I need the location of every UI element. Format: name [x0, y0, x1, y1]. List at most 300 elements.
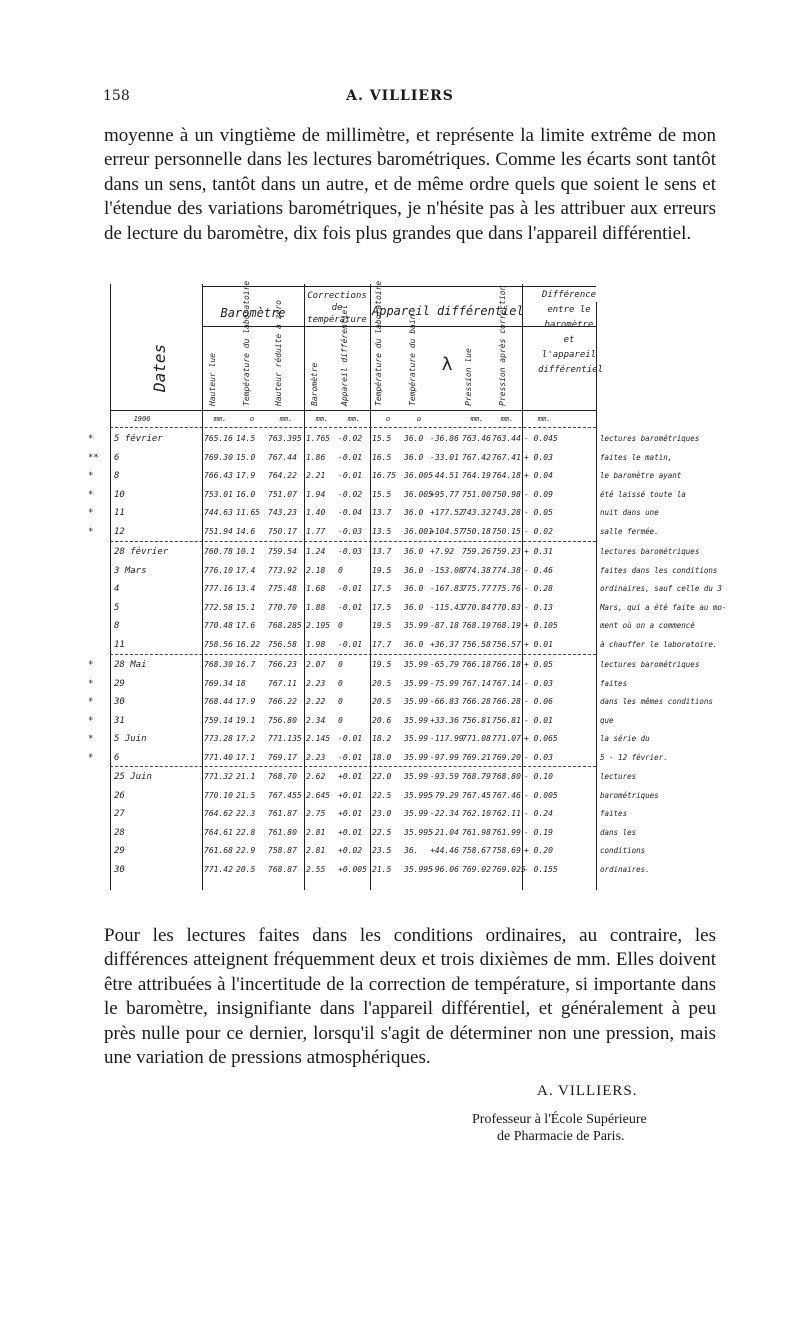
table-cell: 36.: [404, 846, 419, 855]
table-cell: -117.99: [430, 734, 464, 743]
table-cell: 0: [338, 697, 343, 706]
difference-cell: - 0.01: [524, 715, 553, 725]
col-header-pression-corrigee: Pression après correction: [498, 285, 507, 406]
remark-cell: 5 - 12 février.: [600, 752, 668, 762]
table-cell: 16.75: [372, 471, 397, 480]
table-cell: 2.23: [306, 752, 326, 762]
remark-cell: faites dans les conditions: [600, 565, 718, 575]
table-cell: 751.94: [204, 526, 233, 536]
table-border-left: [110, 284, 111, 890]
difference-cell: + 0.01: [524, 639, 553, 649]
table-cell: 16.5: [372, 452, 392, 462]
table-cell: 21.5: [236, 790, 256, 800]
unit-cell: mm.: [537, 415, 551, 423]
table-cell: 35.99: [404, 772, 429, 781]
table-cell: 771.42: [204, 864, 233, 874]
table-cell: 17.5: [372, 602, 392, 612]
unit-cell: mm.: [315, 415, 329, 423]
table-cell: -87.18: [430, 621, 459, 630]
row-date: 4: [114, 584, 120, 594]
unit-cell: mm.: [347, 415, 361, 423]
unit-year: 1906: [133, 415, 151, 423]
row-marker: *: [88, 715, 94, 726]
row-date: 26: [114, 790, 125, 801]
units-line: [110, 427, 596, 428]
table-cell: 767.14: [492, 678, 521, 688]
table-cell: 22.5: [372, 790, 392, 800]
difference-cell: - 0.19: [524, 827, 553, 837]
table-cell: 17.4: [236, 565, 256, 575]
remark-cell: lectures barométriques: [600, 547, 700, 556]
remark-cell: le baromètre ayant: [600, 471, 682, 480]
table-cell: 763.44: [492, 434, 521, 443]
table-cell: +0.01: [338, 772, 363, 781]
header-dates: Dates: [150, 343, 169, 392]
difference-cell: - 0.09: [524, 489, 553, 499]
remark-cell: faites: [600, 678, 628, 688]
table-cell: 17.7: [372, 639, 392, 649]
table-cell: 760.78: [204, 547, 233, 556]
table-cell: 36.001: [404, 526, 433, 536]
table-cell: +36.37: [430, 639, 459, 649]
col-header-temp-bain: Température du bain: [408, 314, 417, 406]
table-cell: 2.34: [306, 715, 326, 725]
table-cell: 774.38: [462, 565, 491, 575]
table-cell: 36.0: [404, 602, 424, 612]
table-cell: -36.86: [430, 434, 459, 443]
table-cell: 770.84: [462, 602, 491, 612]
remark-cell: salle fermée.: [600, 526, 659, 536]
table-cell: 769.025: [492, 864, 526, 874]
table-cell: 767.455: [268, 790, 302, 800]
col-header-lambda: λ: [441, 354, 453, 375]
table-cell: 36.0: [404, 434, 424, 443]
remark-cell: dans les mêmes conditions: [600, 697, 713, 706]
difference-cell: - 0.03: [524, 752, 553, 762]
table-cell: 750.18: [462, 526, 491, 536]
table-cell: 13.4: [236, 584, 256, 593]
table-cell: 767.45: [462, 790, 491, 800]
table-cell: 0: [338, 678, 343, 688]
table-cell: 775.77: [462, 584, 491, 593]
table-cell: 2.62: [306, 772, 326, 781]
table-cell: 14.6: [236, 526, 256, 536]
difference-cell: - 0.05: [524, 508, 553, 517]
difference-cell: - 0.13: [524, 602, 553, 612]
row-marker: *: [88, 734, 94, 744]
row-date: 27: [114, 809, 125, 819]
table-cell: +33.36: [430, 715, 459, 725]
table-cell: 766.22: [268, 697, 297, 706]
table-cell: 777.16: [204, 584, 233, 593]
table-cell: 766.28: [492, 697, 521, 706]
remark-cell: faites: [600, 809, 628, 818]
table-cell: 768.70: [268, 772, 297, 781]
remark-cell: la série du: [600, 734, 650, 743]
table-cell: 16.22: [236, 639, 261, 649]
table-cell: 758.69: [492, 846, 521, 855]
table-cell: 19.5: [372, 565, 392, 575]
table-cell: 744.63: [204, 508, 233, 517]
unit-cell: o: [416, 415, 422, 423]
row-date: 29: [114, 846, 125, 856]
table-cell: 36.0: [404, 452, 424, 462]
table-cell: 763.395: [268, 434, 302, 443]
header-appareil: Appareil différentiel: [372, 304, 524, 318]
row-date: 29: [114, 678, 125, 689]
table-cell: 774.38: [492, 565, 521, 575]
table-cell: 2.22: [306, 697, 326, 706]
table-cell: 768.19: [492, 621, 521, 630]
table-cell: 1.40: [306, 508, 326, 517]
handwritten-table: [88, 280, 727, 892]
paragraph-intro: moyenne à un vingtième de millimètre, et représente la limite extrême de mon erreur personnelle dans les lectures barométriques. Comme les écarts sont tantôt dans un sens, tantôt dans un autre, et de même ordre quels que soient le sens et l'étendue des variations barométriques, je n'hésite pas à les attribuer aux erreurs de lecture du baromètre, dix fois plus grandes que dans l'appareil différentiel.: [104, 125, 716, 244]
table-cell: 767.14: [462, 678, 491, 688]
difference-cell: + 0.03: [524, 452, 553, 462]
difference-cell: - 0.10: [524, 772, 553, 781]
author-affiliation: Professeur à l'École Supérieure: [472, 1112, 647, 1127]
table-cell: 2.07: [306, 660, 326, 669]
table-cell: 2.55: [306, 864, 326, 874]
table-cell: -0.02: [338, 489, 363, 499]
row-date: 6: [114, 452, 120, 463]
difference-cell: - 0.28: [524, 584, 553, 593]
table-cell: 36.0: [404, 639, 424, 649]
table-cell: 769.20: [492, 752, 521, 762]
table-cell: 20.5: [236, 864, 256, 874]
difference-cell: + 0.05: [524, 660, 553, 669]
table-cell: 771.07: [492, 734, 521, 743]
table-cell: -33.01: [430, 452, 459, 462]
table-cell: 750.98: [492, 489, 521, 499]
header-bottom-line: [110, 410, 596, 411]
col-header-temp-labo: Température du laboratoire: [242, 280, 251, 406]
table-cell: 743.23: [268, 508, 297, 517]
table-cell: 761.98: [462, 827, 491, 837]
row-marker: **: [88, 452, 99, 463]
col-header-hauteur-reduite: Hauteur réduite à zéro: [274, 300, 283, 406]
table-cell: -96.06: [430, 864, 459, 874]
table-cell: -97.99: [430, 752, 459, 762]
table-cell: -0.01: [338, 734, 363, 743]
header-divider: [202, 326, 596, 327]
table-cell: 20.5: [372, 697, 392, 706]
table-cell: 22.3: [236, 809, 256, 818]
table-cell: 35.99: [404, 752, 429, 762]
table-cell: 16.7: [236, 660, 256, 669]
table-cell: -22.34: [430, 809, 459, 818]
difference-cell: - 0.02: [524, 526, 553, 536]
table-cell: 771.32: [204, 772, 233, 781]
table-cell: 15.5: [372, 489, 392, 499]
table-cell: 768.19: [462, 621, 491, 630]
table-cell: 764.62: [204, 809, 233, 818]
table-cell: 1.98: [306, 639, 326, 649]
table-cell: 10.1: [236, 547, 256, 556]
running-title: A. VILLIERS: [346, 88, 454, 104]
row-date: 5: [114, 602, 120, 613]
unit-cell: mm.: [470, 415, 484, 423]
table-cell: 767.42: [462, 452, 491, 462]
table-cell: 16.0: [236, 489, 256, 499]
difference-cell: + 0.065: [524, 734, 558, 743]
row-marker: *: [88, 508, 94, 518]
table-cell: 18.0: [372, 752, 392, 762]
table-cell: 769.34: [204, 678, 233, 688]
table-cell: 15.5: [372, 434, 392, 443]
table-cell: 17.9: [236, 471, 256, 480]
col-header-hauteur-lue: Hauteur lue: [208, 353, 217, 406]
table-cell: -153.08: [430, 565, 464, 575]
table-cell: 18: [236, 678, 246, 688]
row-marker: *: [88, 526, 94, 537]
table-cell: 770.48: [204, 621, 233, 630]
table-cell: 1.88: [306, 602, 326, 612]
table-cell: -0.01: [338, 452, 363, 462]
remark-cell: été laissé toute la: [600, 489, 686, 499]
table-cell: 764.19: [462, 471, 491, 480]
table-cell: 767.11: [268, 678, 297, 688]
author-signature: A. VILLIERS.: [537, 1083, 638, 1099]
table-cell: 1.86: [306, 452, 326, 462]
table-cell: 756.58: [462, 639, 491, 649]
table-cell: 767.41: [492, 452, 521, 462]
table-cell: 766.18: [492, 660, 521, 669]
table-cell: 13.7: [372, 547, 392, 556]
table-cell: 18.2: [372, 734, 392, 743]
table-cell: 35.99: [404, 809, 429, 818]
row-marker: *: [88, 489, 94, 500]
row-date: 10: [114, 489, 125, 500]
table-cell: -0.03: [338, 526, 363, 536]
row-date: 28 février: [114, 547, 169, 557]
table-cell: 775.48: [268, 584, 297, 593]
table-cell: 0: [338, 660, 343, 669]
table-cell: 759.54: [268, 547, 297, 556]
table-cell: 770.10: [204, 790, 233, 800]
table-cell: 21.5: [372, 864, 392, 874]
unit-cell: mm.: [279, 415, 293, 423]
table-cell: 768.285: [268, 621, 302, 630]
table-cell: 775.76: [492, 584, 521, 593]
table-cell: 13.7: [372, 508, 392, 517]
table-cell: -167.83: [430, 584, 464, 593]
table-cell: 23.0: [372, 809, 392, 818]
row-date: 31: [114, 715, 125, 726]
table-cell: 0: [338, 715, 343, 725]
remark-cell: que: [600, 715, 614, 725]
table-cell: 773.28: [204, 734, 233, 743]
row-date: 25 Juin: [114, 772, 152, 782]
table-cell: 758.87: [268, 846, 297, 855]
col-header-temp-labo-2: Température du laboratoire: [374, 280, 383, 406]
table-cell: +104.57: [430, 526, 464, 536]
table-cell: 19.1: [236, 715, 256, 725]
table-cell: 35.99: [404, 697, 429, 706]
table-cell: 36.0: [404, 547, 424, 556]
table-cell: 36.0: [404, 565, 424, 575]
table-cell: -65.79: [430, 660, 459, 669]
table-cell: 759.26: [462, 547, 491, 556]
remark-cell: ordinaires, sauf celle du 3: [600, 584, 722, 593]
table-cell: 36.005: [404, 489, 433, 499]
page-number: 158: [103, 88, 130, 104]
table-cell: 13.5: [372, 526, 392, 536]
table-cell: 22.8: [236, 827, 256, 837]
table-cell: 1.24: [306, 547, 326, 556]
table-cell: 750.17: [268, 526, 297, 536]
table-cell: -0.01: [338, 471, 363, 480]
table-cell: 758.67: [462, 846, 491, 855]
row-marker: *: [88, 678, 94, 689]
table-cell: 759.14: [204, 715, 233, 725]
table-cell: 756.81: [492, 715, 521, 725]
table-cell: 751.00: [462, 489, 491, 499]
row-date: 5 février: [114, 434, 163, 444]
header-corrections: Corrections de température: [307, 291, 367, 325]
remark-cell: faites le matin,: [600, 452, 673, 462]
table-cell: 768.79: [462, 772, 491, 781]
table-cell: 36.005: [404, 471, 433, 480]
table-cell: 17.6: [236, 621, 256, 630]
group-separator: [110, 654, 596, 655]
remark-cell: à chauffer le laboratoire.: [600, 639, 718, 649]
table-border-top: [202, 286, 596, 287]
group-separator: [110, 766, 596, 767]
table-cell: -0.01: [338, 752, 363, 762]
table-cell: 2.145: [306, 734, 331, 743]
table-cell: 768.87: [268, 864, 297, 874]
table-cell: 753.01: [204, 489, 233, 499]
header-barometre: Baromètre: [220, 306, 286, 320]
table-cell: 17.1: [236, 752, 256, 762]
table-cell: -115.43: [430, 602, 464, 612]
table-cell: 768.80: [492, 772, 521, 781]
row-date: 28: [114, 827, 125, 838]
table-cell: -44.51: [430, 471, 459, 480]
difference-cell: - 0.06: [524, 697, 553, 706]
remark-cell: conditions: [600, 846, 646, 855]
row-date: 12: [114, 526, 125, 537]
difference-cell: + 0.105: [524, 621, 558, 630]
table-cell: -0.04: [338, 508, 363, 517]
header-difference: Différence entre le baromètre et l'appareil différentiel: [538, 290, 604, 375]
table-cell: -0.01: [338, 584, 363, 593]
table-cell: +95.77: [430, 489, 459, 499]
table-cell: 763.46: [462, 434, 491, 443]
table-cell: +177.52: [430, 508, 464, 517]
table-cell: 21.1: [236, 772, 256, 781]
table-cell: 771.08: [462, 734, 491, 743]
table-cell: 767.44: [268, 452, 297, 462]
table-cell: 35.995: [404, 864, 433, 874]
remark-cell: dans les: [600, 827, 637, 837]
table-cell: 0: [338, 621, 343, 630]
row-marker: *: [88, 752, 94, 763]
table-cell: 761.87: [268, 809, 297, 818]
table-cell: 764.22: [268, 471, 297, 480]
table-cell: 761.99: [492, 827, 521, 837]
table-cell: 35.99: [404, 678, 429, 688]
unit-cell: mm.: [213, 415, 227, 423]
table-cell: 15.0: [236, 452, 256, 462]
row-date: 3 Mars: [114, 565, 147, 576]
table-cell: 769.30: [204, 452, 233, 462]
row-date: 6: [114, 752, 120, 763]
remark-cell: ordinaires.: [600, 864, 650, 874]
table-cell: 23.5: [372, 846, 392, 855]
table-cell: 773.92: [268, 565, 297, 575]
table-cell: 770.70: [268, 602, 297, 612]
col-header-corr-barometre: Baromètre: [310, 362, 319, 406]
table-cell: 764.61: [204, 827, 233, 837]
table-cell: 758.56: [204, 639, 233, 649]
table-cell: 743.32: [462, 508, 491, 517]
table-cell: 35.99: [404, 734, 429, 743]
table-cell: 22.9: [236, 846, 256, 855]
table-cell: 743.28: [492, 508, 521, 517]
table-cell: 768.44: [204, 697, 233, 706]
table-cell: 769.21: [462, 752, 491, 762]
table-cell: +0.02: [338, 846, 363, 855]
row-date: 8: [114, 621, 120, 631]
table-cell: 2.75: [306, 809, 326, 818]
difference-cell: - 0.155: [524, 864, 558, 874]
row-date: 11: [114, 508, 125, 518]
table-cell: 769.17: [268, 752, 297, 762]
remark-cell: barométriques: [600, 790, 659, 800]
table-cell: -0.01: [338, 639, 363, 649]
table-cell: -0.02: [338, 434, 363, 443]
table-cell: 22.5: [372, 827, 392, 837]
table-cell: 17.9: [236, 697, 256, 706]
table-cell: 2.81: [306, 827, 326, 837]
table-cell: 751.07: [268, 489, 297, 499]
remark-cell: lectures barométriques: [600, 660, 700, 669]
table-cell: 750.15: [492, 526, 521, 536]
row-marker: *: [88, 434, 94, 444]
table-cell: 35.995: [404, 827, 433, 837]
col-header-corr-appareil: Appareil différentiel: [340, 304, 349, 406]
table-cell: 768.30: [204, 660, 233, 669]
table-cell: 776.10: [204, 565, 233, 575]
row-date: 28 Mai: [114, 660, 147, 670]
col-header-pression-lue: Pression lue: [464, 348, 473, 406]
table-cell: 771.40: [204, 752, 233, 762]
table-cell: +0.01: [338, 790, 363, 800]
table-cell: 766.43: [204, 471, 233, 480]
table-cell: 1.77: [306, 526, 326, 536]
table-cell: +44.46: [430, 846, 459, 855]
table-cell: +0.01: [338, 809, 363, 818]
table-cell: -0.03: [338, 547, 363, 556]
table-cell: 767.46: [492, 790, 521, 800]
table-cell: -21.04: [430, 827, 459, 837]
table-cell: 1.94: [306, 489, 326, 499]
row-marker: *: [88, 471, 94, 481]
remark-cell: nuit dans une: [600, 508, 659, 517]
difference-cell: - 0.045: [524, 434, 558, 443]
table-cell: 2.23: [306, 678, 326, 688]
table-cell: 769.02: [462, 864, 491, 874]
difference-cell: + 0.20: [524, 846, 553, 855]
table-cell: 2.18: [306, 565, 326, 575]
row-date: 8: [114, 471, 120, 481]
difference-cell: - 0.24: [524, 809, 553, 818]
table-cell: 764.18: [492, 471, 521, 480]
table-cell: 1.68: [306, 584, 326, 593]
table-cell: 1.765: [306, 434, 331, 443]
